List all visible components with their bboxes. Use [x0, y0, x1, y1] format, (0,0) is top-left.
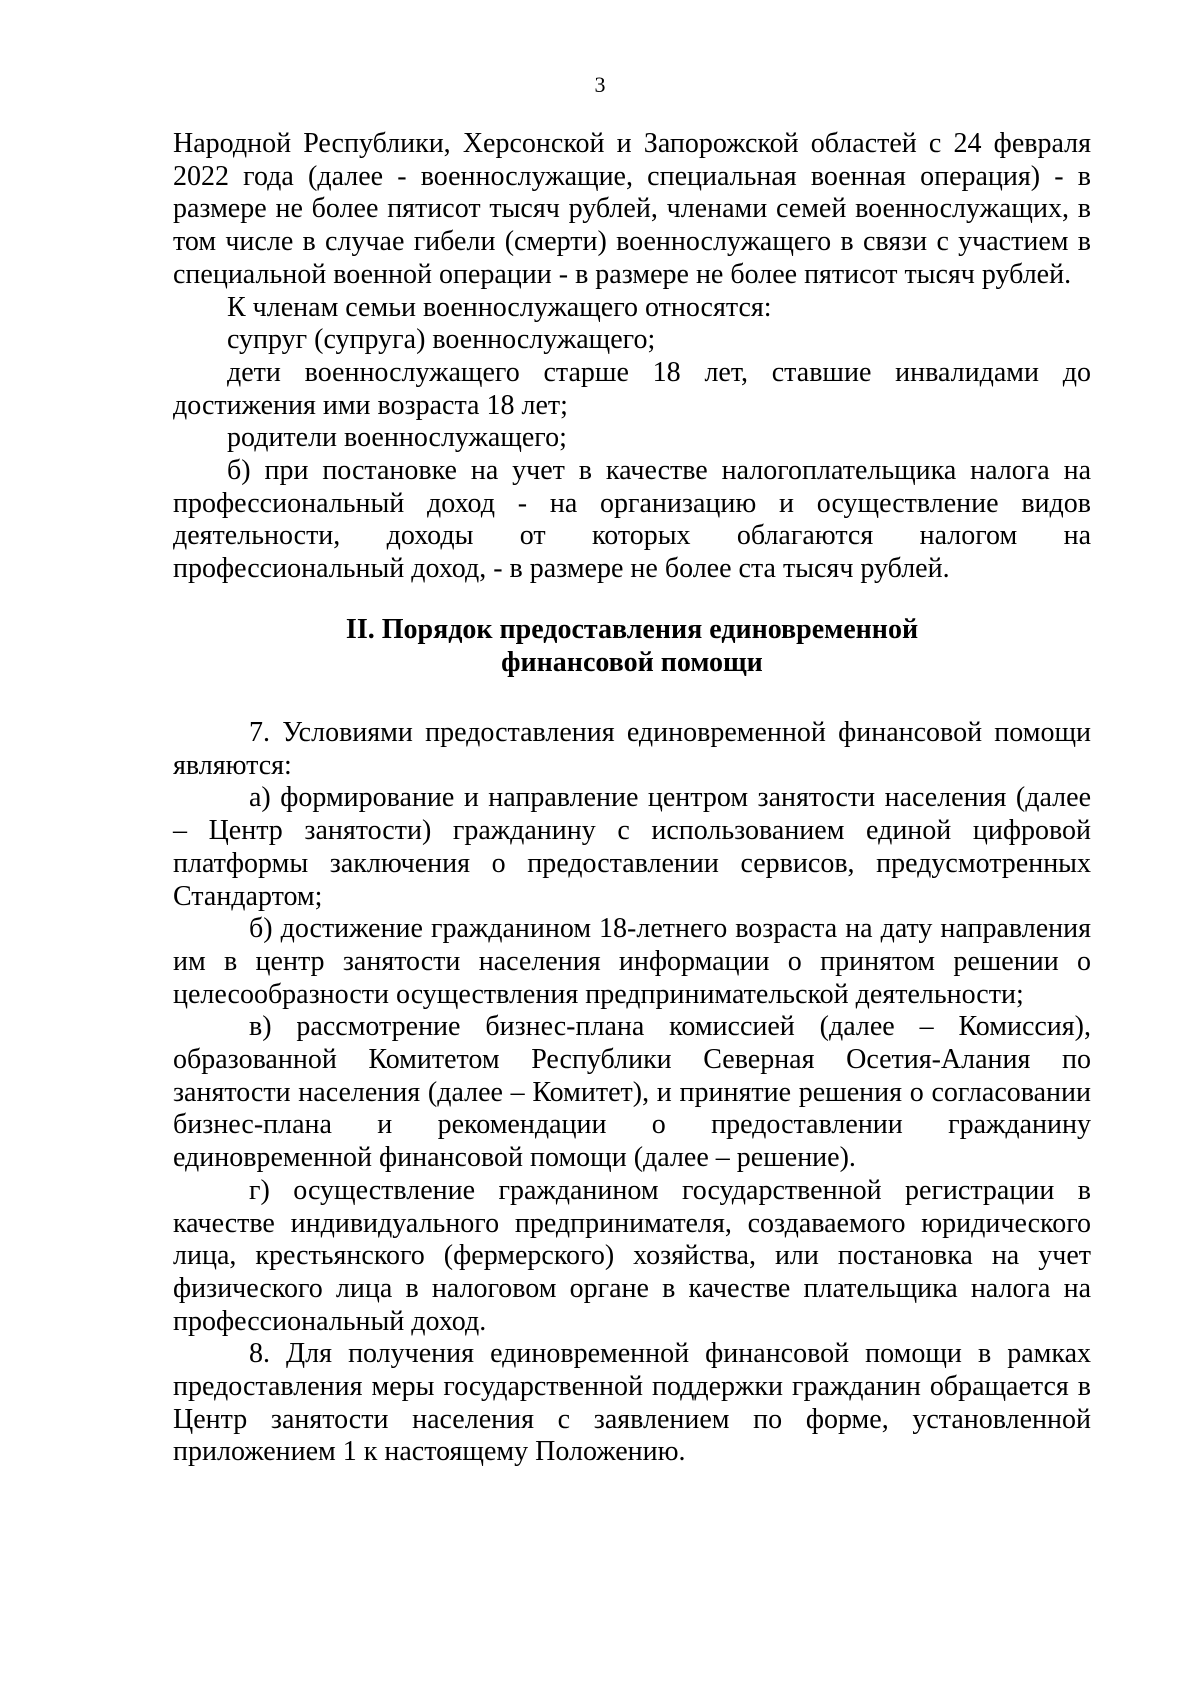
paragraph-clause-7: 7. Условиями предоставления единовременной финансовой помощи являются:	[173, 717, 1091, 781]
paragraph-item-b: б) при постановке на учет в качестве налогоплательщика налога на профессиональный доход - на организацию и осуществление видов деятельности, доходы от которых облагаются налогом на профессиональный доход, - в размере не более ста тысяч рублей.	[173, 455, 1091, 585]
section-heading-line-1: II. Порядок предоставления единовременной	[345, 614, 919, 645]
paragraph-clause-8: 8. Для получения единовременной финансовой помощи в рамках предоставления меры государственной поддержки гражданин обращается в Центр занятости населения с заявлением по форме, установленной приложением 1 к настоящему Положению.	[173, 1338, 1091, 1468]
page-number: 3	[594, 72, 606, 97]
section-heading	[173, 613, 1091, 679]
paragraph-condition-g: г) осуществление гражданином государственной регистрации в качестве индивидуального предпринимателя, создаваемого юридического лица, крестьянского (фермерского) хозяйства, или постановка на учет физического лица в налоговом органе в качестве плательщика налога на профессиональный доход.	[173, 1174, 1091, 1337]
paragraph-spouse: супруг (супруга) военнослужащего;	[227, 324, 656, 356]
paragraph-parents: родители военнослужащего;	[227, 422, 567, 454]
paragraph-children: дети военнослужащего старше 18 лет, ставшие инвалидами до достижения ими возраста 18 лет;	[173, 356, 1091, 421]
paragraph-condition-v: в) рассмотрение бизнес-плана комиссией (далее – Комиссия), образованной Комитетом Республики Северная Осетия-Алания по занятости населения (далее – Комитет), и принятие решения о согласовании бизнес-плана и рекомендации о предоставлении гражданину единовременной финансовой помощи (далее – решение).	[173, 1011, 1091, 1174]
paragraph-condition-b: б) достижение гражданином 18-летнего возраста на дату направления им в центр занятости населения информации о принятом решении о целесообразности осуществления предпринимательской деятельности;	[173, 913, 1091, 1010]
text-block-conditions	[173, 717, 1091, 1469]
paragraph-condition-a: а) формирование и направление центром занятости населения (далее – Центр занятости) гражданину с использованием единой цифровой платформы заключения о предоставлении сервисов, предусмотренных Стандартом;	[173, 782, 1091, 912]
section-heading-line-2: финансовой помощи	[501, 647, 763, 678]
paragraph-continuation: Народной Республики, Херсонской и Запорожской областей с 24 февраля 2022 года (далее - военнослужащие, специальная военная операция) - в размере не более пятисот тысяч рублей, членами семей военнослужащих, в том числе в случае гибели (смерти) военнослужащего в связи с участием в специальной военной операции - в размере не более пятисот тысяч рублей.	[173, 128, 1091, 290]
paragraph-family-members: К членам семьи военнослужащего относятся:	[227, 291, 772, 323]
text-block-continuation	[173, 128, 1091, 586]
